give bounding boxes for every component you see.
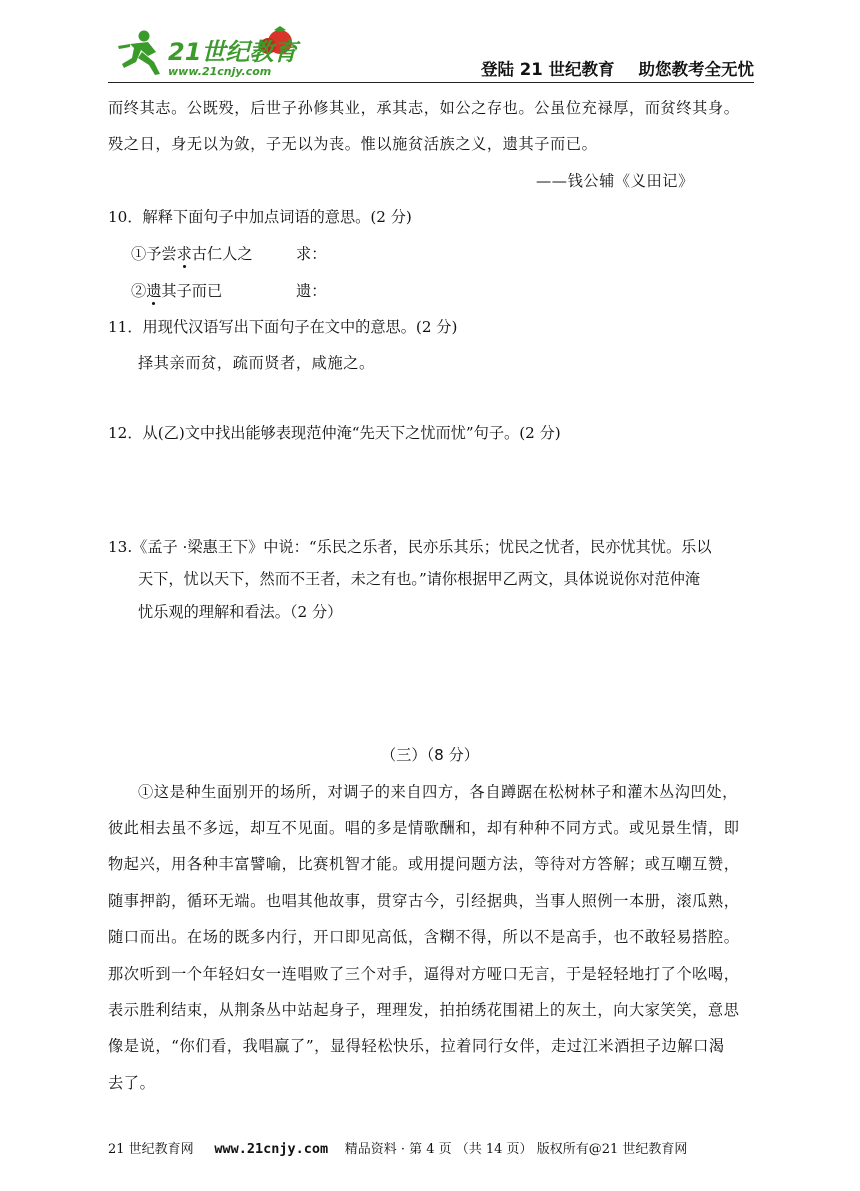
q11-sentence: 择其亲而贫，疏而贤者，咸施之。 (138, 354, 375, 372)
q10-item-2 (131, 280, 222, 302)
runner-icon (118, 31, 160, 76)
section-3-line: 表示胜利结束，从荆条丛中站起身子，理理发，拍拍绣花围裙上的灰土，向大家笑笑，意思 (108, 1001, 740, 1019)
q10-answer-2: 遗： (296, 282, 327, 300)
q13-line-3: 忧乐观的理解和看法。（2 分） (138, 603, 343, 621)
q10-item-1-post: 古仁人之 (191, 245, 253, 263)
q13-line-1: 13.《孟子 ·梁惠王下》中说：“乐民之乐者，民亦乐其乐；忧民之忧者，民亦忧其忧。乐以 (108, 538, 712, 556)
header-divider (108, 82, 754, 83)
section-3-line: 彼此相去虽不多远，却互不见面。唱的多是情歌酬和，却有种种不同方式。或见景生情，即 (108, 819, 740, 837)
q10-item-1-pre: ①予尝 (131, 245, 177, 263)
section-3-line: 随口而出。在场的既多内行，开口即见高低，含糊不得，所以不是高手，也不敢轻易搭腔。 (108, 928, 740, 946)
footer-url[interactable]: www.21cnjy.com (214, 1141, 329, 1157)
q10-answer-1: 求： (296, 245, 327, 263)
passage-attribution: ——钱公辅《义田记》 (536, 172, 694, 190)
q10-item-1-dotted-word: 求 (176, 245, 192, 263)
q10-item-2-pre: ② (131, 282, 147, 300)
header-slogan-right: 助您教考全无忧 (638, 60, 754, 79)
section-3-line: 物起兴，用各种丰富譬喻，比赛机智才能。或用提问题方法，等待对方答解；或互嘲互赞， (108, 855, 740, 873)
section-3-line: ①这是种生面别开的场所，对调子的来自四方，各自蹲踞在松树林子和灌木丛沟凹处， (138, 783, 738, 801)
q10-item-2-post: 其子而已 (161, 282, 223, 300)
passage-line-2: 殁之日，身无以为敛，子无以为丧。惟以施贫活族之义，遗其子而已。 (108, 135, 598, 153)
section-3-line: 去了。 (108, 1074, 156, 1092)
header-slogan-left: 登陆 21 世纪教育 (481, 60, 615, 79)
section-3-line: 那次听到一个年轻妇女一连唱败了三个对手，逼得对方哑口无言，于是轻轻地打了个吆喝， (108, 965, 740, 983)
q13-line-2: 天下，忧以天下，然而不王者，未之有也。”请你根据甲乙两文，具体说说你对范仲淹 (138, 570, 701, 588)
header-slogan (481, 56, 754, 80)
q10-stem: 10．解释下面句子中加点词语的意思。(2 分) (108, 208, 412, 226)
section-3-line: 随事押韵，循环无端。也唱其他故事，贯穿古今，引经据典，当事人照例一本册，滚瓜熟， (108, 892, 740, 910)
footer-info: 精品资料 · 第 4 页 （共 14 页） 版权所有@21 世纪教育网 (344, 1142, 688, 1157)
site-logo (108, 22, 308, 84)
q10-item-1 (131, 243, 253, 265)
logo-url: www.21cnjy.com (168, 65, 272, 78)
passage-line-1: 而终其志。公既殁，后世子孙修其业，承其志，如公之存也。公虽位充禄厚，而贫终其身。 (108, 99, 740, 117)
q11-stem: 11．用现代汉语写出下面句子在文中的意思。(2 分) (108, 318, 458, 336)
footer-site: 21 世纪教育网 (108, 1142, 194, 1157)
section-3-line: 像是说，“你们看，我唱赢了”，显得轻松快乐，拉着同行女伴，走过江米酒担子边解口渴 (108, 1037, 725, 1055)
page-header (108, 22, 754, 84)
page-footer (108, 1138, 687, 1157)
q12-stem: 12．从(乙)文中找出能够表现范仲淹“先天下之忧而忧”句子。(2 分) (108, 424, 561, 442)
logo-text: 21世纪教育 (168, 38, 298, 66)
section-3-title: （三）（8 分） (380, 746, 479, 764)
q10-item-2-dotted-word: 遗 (146, 282, 162, 300)
